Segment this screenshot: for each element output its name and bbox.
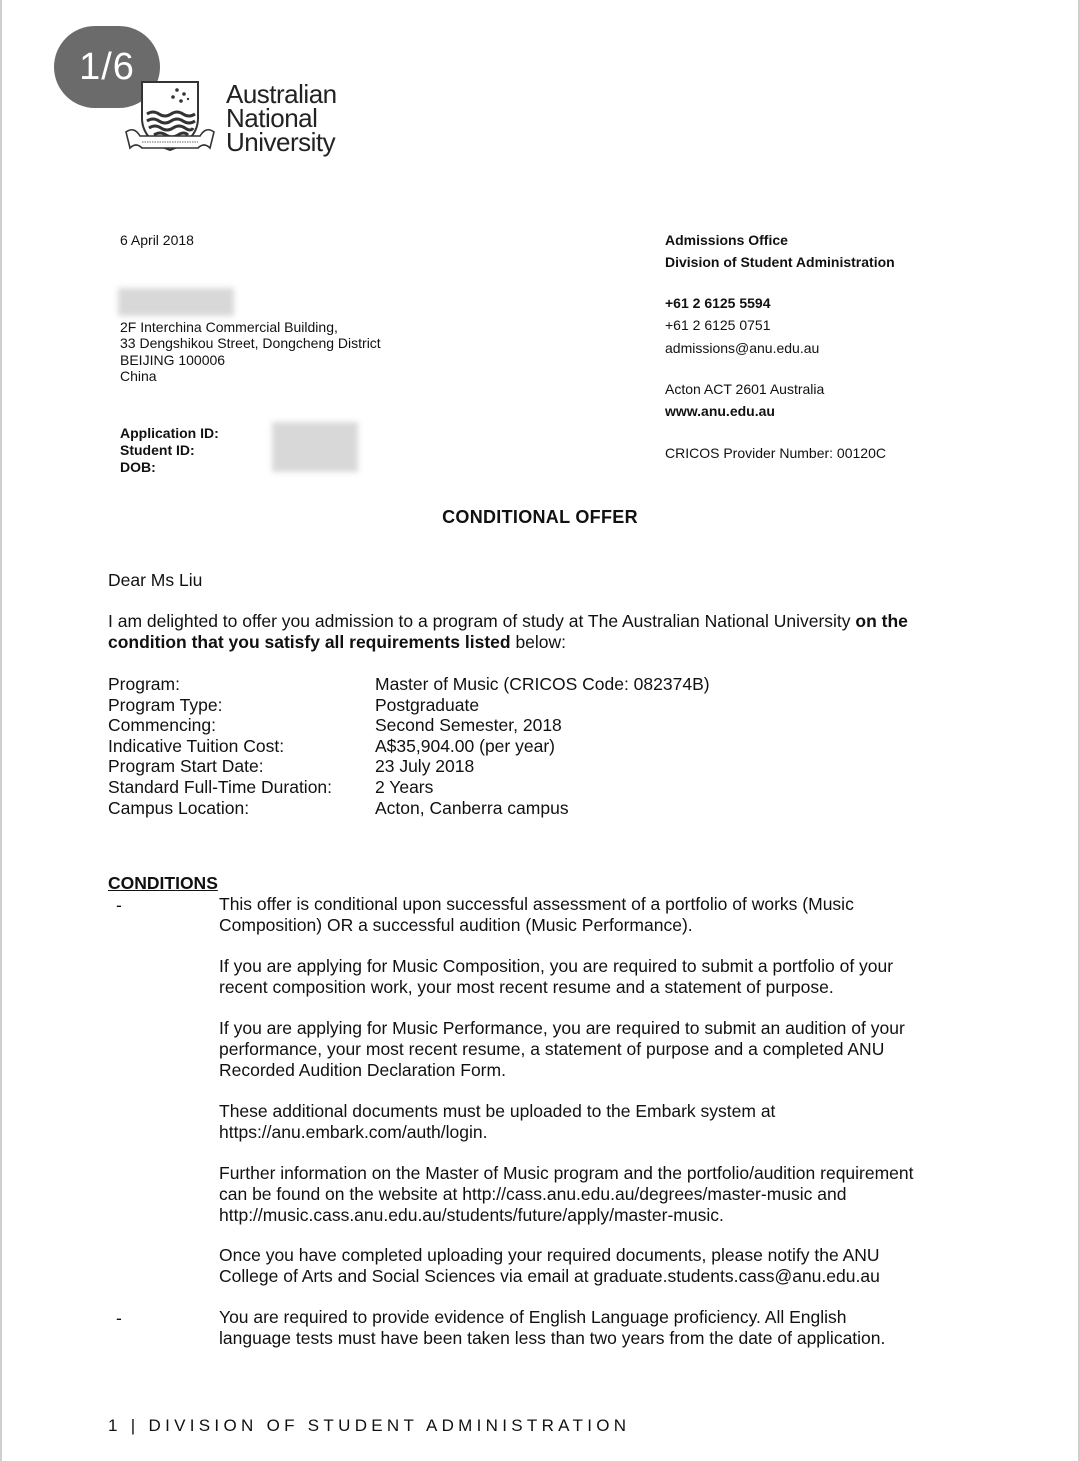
page-border-left [0, 0, 2, 1461]
details-label: Program Type: [108, 694, 223, 715]
office-phone-1: +61 2 6125 5594 [665, 295, 771, 311]
paragraph-line: https://anu.embark.com/auth/login. [219, 1121, 488, 1142]
details-row-start-date [108, 756, 710, 777]
details-value: 2 Years [375, 776, 434, 797]
office-name: Admissions Office [665, 232, 788, 248]
details-value: Master of Music (CRICOS Code: 082374B) [375, 674, 710, 694]
condition-paragraph-2 [219, 956, 949, 998]
details-value: 23 July 2018 [375, 756, 475, 777]
dob-label: DOB: [120, 458, 156, 475]
details-label: Commencing: [108, 715, 216, 736]
student-id-label: Student ID: [120, 441, 195, 458]
logo-line-3: University [226, 127, 336, 157]
office-phone-2: +61 2 6125 0751 [665, 317, 771, 333]
condition-paragraph-3 [219, 1018, 949, 1080]
paragraph-line: Composition) OR a successful audition (Music Performance). [219, 914, 693, 935]
id-labels [120, 425, 219, 475]
salutation: Dear Ms Liu [108, 570, 203, 590]
details-label: Campus Location: [108, 797, 250, 818]
paragraph-line: Once you have completed uploading your required documents, please notify the ANU [219, 1245, 880, 1265]
paragraph-line: recent composition work, your most recent resume and a statement of purpose. [219, 976, 834, 997]
paragraph-line: performance, your most recent resume, a statement of purpose and a completed ANU [219, 1038, 885, 1059]
condition-paragraph-1 [219, 894, 949, 936]
details-value: Acton, Canberra campus [375, 797, 569, 818]
paragraph-line: If you are applying for Music Composition, you are required to submit a portfolio of your [219, 956, 894, 976]
page-counter-badge: 1/6 [54, 26, 160, 108]
redacted-id-values [272, 422, 358, 472]
condition-bullet-1: - [116, 895, 122, 915]
details-label: Program Start Date: [108, 756, 264, 777]
intro-bold-2: condition that you satisfy all requirements listed [108, 632, 511, 652]
condition-paragraph-5 [219, 1163, 949, 1225]
details-label: Standard Full-Time Duration: [108, 776, 333, 797]
paragraph-line: http://music.cass.anu.edu.au/students/future/apply/master-music. [219, 1204, 724, 1225]
condition-paragraph-4 [219, 1101, 949, 1143]
office-division: Division of Student Administration [665, 254, 895, 270]
logo-line-2: National [226, 103, 318, 133]
details-row-tuition-cost [108, 736, 710, 757]
redacted-recipient-name [118, 288, 234, 316]
details-row-commencing [108, 715, 710, 736]
details-row-program-type [108, 695, 710, 716]
paragraph-line: If you are applying for Music Performance, you are required to submit an audition of your [219, 1018, 905, 1038]
office-location: Acton ACT 2601 Australia [665, 381, 825, 397]
conditions-heading: CONDITIONS [108, 873, 218, 893]
application-id-label: Application ID: [120, 425, 219, 441]
paragraph-line: language tests must have been taken less than two years from the date of application. [219, 1327, 886, 1348]
details-label: Program: [108, 674, 180, 694]
address-line-1: 2F Interchina Commercial Building, [120, 319, 338, 335]
details-label: Indicative Tuition Cost: [108, 735, 285, 756]
paragraph-line: This offer is conditional upon successful assessment of a portfolio of works (Music [219, 894, 854, 914]
paragraph-line: You are required to provide evidence of English Language proficiency. All English [219, 1307, 847, 1327]
details-row-duration [108, 777, 710, 798]
page-footer: 1 | DIVISION OF STUDENT ADMINISTRATION [108, 1416, 631, 1435]
address-line-2: 33 Dengshikou Street, Dongcheng District [120, 335, 381, 352]
program-details-table [108, 674, 710, 818]
address-line-3: BEIJING 100006 [120, 351, 226, 368]
paragraph-line: Further information on the Master of Music program and the portfolio/audition requirement [219, 1163, 914, 1183]
condition-paragraph-7 [219, 1307, 949, 1349]
details-row-campus [108, 798, 710, 819]
office-website: www.anu.edu.au [665, 403, 775, 419]
paragraph-line: Recorded Audition Declaration Form. [219, 1059, 506, 1080]
intro-text-1: I am delighted to offer you admission to a program of study at The Australian National University [108, 611, 856, 631]
paragraph-line: These additional documents must be uploaded to the Embark system at [219, 1101, 776, 1121]
anu-crest-logo [120, 78, 220, 160]
cricos-provider-number: CRICOS Provider Number: 00120C [665, 445, 886, 461]
details-value: Second Semester, 2018 [375, 715, 562, 736]
document-title: CONDITIONAL OFFER [442, 507, 638, 527]
office-email: admissions@anu.edu.au [665, 340, 820, 356]
details-row-program [108, 674, 710, 695]
paragraph-line: College of Arts and Social Sciences via email at graduate.students.cass@anu.edu.au [219, 1265, 880, 1286]
intro-paragraph [108, 611, 948, 653]
recipient-address [120, 319, 381, 385]
condition-bullet-2: - [116, 1308, 122, 1328]
logo-line-1: Australian [226, 79, 337, 109]
intro-bold-1: on the [855, 611, 908, 631]
address-line-4: China [120, 368, 157, 385]
details-value: Postgraduate [375, 694, 480, 715]
university-name-logo-text [226, 79, 337, 157]
details-value: A$35,904.00 (per year) [375, 735, 555, 756]
paragraph-line: can be found on the website at http://cass.anu.edu.au/degrees/master-music and [219, 1183, 847, 1204]
condition-paragraph-6 [219, 1245, 949, 1287]
intro-text-2: below: [510, 632, 567, 652]
letter-date: 6 April 2018 [120, 232, 194, 248]
